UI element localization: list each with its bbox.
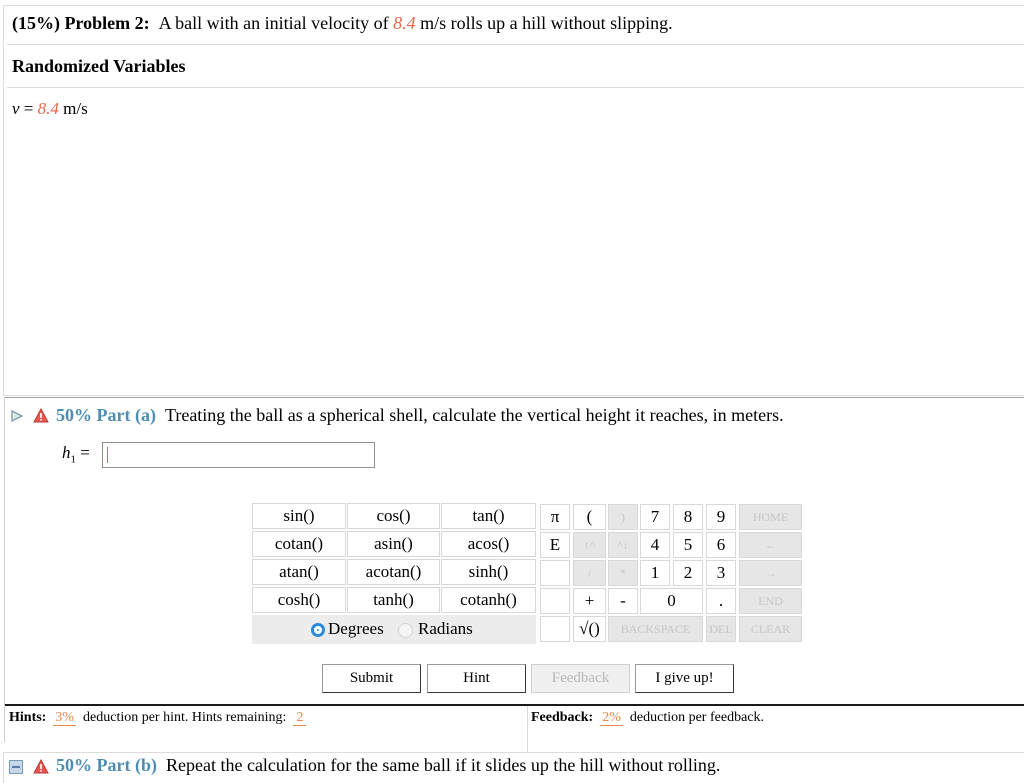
digit-8-button[interactable]: 8 [673, 504, 703, 530]
problem-weight: (15%) [12, 13, 60, 33]
function-button[interactable]: tan() [441, 503, 536, 529]
hints-text: deduction per hint. Hints remaining: [83, 710, 287, 725]
problem-velocity: 8.4 [393, 13, 416, 33]
blank-key [540, 616, 570, 642]
blank-key [540, 588, 570, 614]
hints-remaining: 2 [293, 710, 306, 726]
close-paren-button: ) [608, 504, 638, 530]
function-button[interactable]: asin() [347, 531, 440, 557]
give-up-button[interactable]: I give up! [635, 664, 734, 693]
hints-label: Hints: [9, 710, 47, 725]
part-b-text: Repeat the calculation for the same ball if it slides up the hill without rolling. [165, 755, 721, 775]
function-button[interactable]: sin() [252, 503, 346, 529]
feedback-text: deduction per feedback. [629, 710, 764, 725]
digit-9-button[interactable]: 9 [706, 504, 736, 530]
part-a-frame-top [3, 395, 1024, 396]
part-b-weight: 50% Part (b) [56, 755, 157, 775]
function-button[interactable]: acos() [441, 531, 536, 557]
function-button[interactable]: tanh() [347, 587, 440, 613]
part-b-frame-left [3, 752, 4, 783]
open-paren-button[interactable]: ( [573, 504, 606, 530]
variable-equals: = [23, 99, 34, 118]
divider [7, 87, 1024, 88]
function-button[interactable]: cosh() [252, 587, 346, 613]
part-a-frame-left [4, 397, 5, 742]
problem-frame-left [3, 5, 4, 395]
problem-label: Problem 2: [64, 13, 150, 33]
warning-icon [33, 408, 49, 428]
digit-1-button[interactable]: 1 [640, 560, 670, 586]
function-button[interactable]: cotanh() [441, 587, 536, 613]
warning-icon [33, 759, 49, 779]
answer-input[interactable] [102, 442, 375, 468]
end-button: END [739, 588, 802, 614]
pi-button[interactable]: π [540, 504, 570, 530]
expand-triangle-icon[interactable] [10, 409, 24, 428]
radians-radio[interactable] [398, 623, 413, 638]
function-button[interactable]: atan() [252, 559, 346, 585]
left-arrow-button: ← [739, 532, 802, 558]
function-button[interactable]: cotan() [252, 531, 346, 557]
problem-text-after: m/s rolls up a hill without slipping. [420, 13, 673, 33]
digit-6-button[interactable]: 6 [706, 532, 736, 558]
answer-label: $h_1$ = [62, 443, 90, 466]
divide-button: / [573, 560, 606, 586]
variable-name: v [12, 99, 20, 118]
submit-button[interactable]: Submit [322, 664, 421, 693]
clear-button: CLEAR [739, 616, 802, 642]
text-cursor [107, 447, 108, 463]
digit-2-button[interactable]: 2 [673, 560, 703, 586]
del-button: DEL [706, 616, 736, 642]
function-button[interactable]: acotan() [347, 559, 440, 585]
problem-statement [12, 13, 673, 34]
feedback-label: Feedback: [531, 710, 594, 725]
digit-3-button[interactable]: 3 [706, 560, 736, 586]
feedback-button: Feedback [531, 664, 630, 693]
feedback-percent: 2% [602, 710, 621, 725]
digit-7-button[interactable]: 7 [640, 504, 670, 530]
home-button: HOME [739, 504, 802, 530]
degrees-radio[interactable] [311, 623, 325, 637]
down-arrow-button: ^↓ [608, 532, 638, 558]
divider [7, 44, 1024, 45]
digit-0-button[interactable]: 0 [640, 588, 703, 614]
part-a-frame-top-inner [5, 397, 1024, 398]
part-a-text: Treating the ball as a spherical shell, calculate the vertical height it reaches, in meters. [164, 405, 784, 425]
part-a-weight: 50% Part (a) [56, 405, 156, 425]
e-button[interactable]: E [540, 532, 570, 558]
variable-unit: m/s [63, 99, 88, 118]
digit-5-button[interactable]: 5 [673, 532, 703, 558]
right-arrow-button: → [739, 560, 802, 586]
angle-mode [252, 615, 536, 644]
problem-text-before: A ball with an initial velocity of [158, 13, 389, 33]
randomized-heading: Randomized Variables [12, 56, 186, 76]
collapse-icon[interactable] [9, 760, 23, 779]
function-button[interactable]: sinh() [441, 559, 536, 585]
minus-button[interactable]: - [608, 588, 638, 614]
digit-4-button[interactable]: 4 [640, 532, 670, 558]
function-button[interactable]: cos() [347, 503, 440, 529]
feedback-info [531, 710, 764, 726]
hints-info [9, 710, 306, 726]
part-a-header [56, 405, 784, 426]
randomized-variable [12, 99, 88, 119]
multiply-button: * [608, 560, 638, 586]
info-bar-divider [527, 706, 528, 752]
sqrt-button[interactable]: √() [573, 616, 606, 642]
plus-button[interactable]: + [573, 588, 606, 614]
radians-label[interactable]: Radians [418, 619, 473, 638]
degrees-label[interactable]: Degrees [328, 619, 384, 638]
part-b-frame-top [3, 752, 1024, 753]
part-b-header [56, 755, 720, 776]
problem-frame-top [3, 5, 1024, 6]
hint-button[interactable]: Hint [427, 664, 526, 693]
up-arrow-button: ↑^ [573, 532, 606, 558]
dot-button[interactable]: . [706, 588, 736, 614]
blank-key [540, 560, 570, 586]
backspace-button: BACKSPACE [608, 616, 703, 642]
info-bar-top [5, 704, 1024, 706]
hints-percent: 3% [55, 710, 75, 725]
variable-value: 8.4 [37, 99, 59, 118]
